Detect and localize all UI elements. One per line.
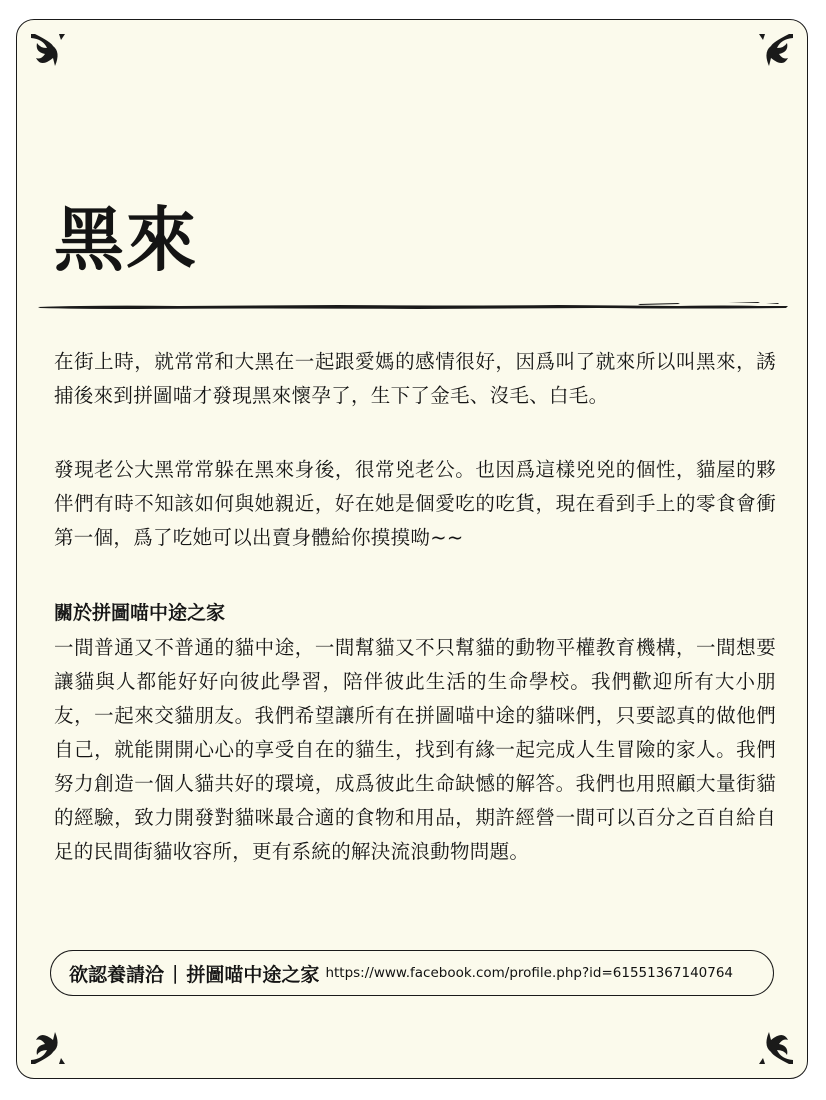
corner-ornament-icon [753,34,793,74]
contact-organization: 拼圖喵中途之家 [186,963,320,986]
corner-ornament-icon [31,34,71,74]
adoption-contact-pill [50,950,774,996]
brush-stroke-divider [38,300,788,314]
about-paragraph: 一間普通又不普通的貓中途，一間幫貓又不只幫貓的動物平權教育機構，一間想要讓貓與人都能好好向彼此學習，陪伴彼此生活的生命學校。我們歡迎所有大小朋友，一起來交貓朋友。我們希望讓所有在拼圖喵中途的貓咪們，只要認真的做他們自己，就能開開心心的享受自在的貓生，找到有緣一起完成人生冒險的家人。我們努力創造一個人貓共好的環境，成爲彼此生命缺憾的解答。我們也用照顧大量街貓的經驗，致力開發對貓咪最合適的食物和用品，期許經營一間可以百分之百自給自足的民間街貓收容所，更有系統的解決流浪動物問題。 [54,636,776,863]
about-heading: 關於拼圖喵中途之家 [54,602,226,624]
cat-name-title: 黑來 [54,199,198,281]
corner-ornament-icon [31,1024,71,1064]
corner-ornament-icon [753,1024,793,1064]
contact-label: 欲認養請洽 [69,963,165,986]
contact-separator: | [172,962,179,984]
contact-url-link[interactable]: https://www.facebook.com/profile.php?id=61551367140764 [325,965,734,981]
story-paragraph-2: 發現老公大黑常常躲在黑來身後，很常兇老公。也因爲這樣兇兇的個性，貓屋的夥伴們有時不知該如何與她親近，好在她是個愛吃的吃貨，現在看到手上的零食會衝第一個，爲了吃她可以出賣身體給你摸摸呦~~ [54,458,776,549]
story-paragraph-1: 在街上時，就常常和大黑在一起跟愛媽的感情很好，因爲叫了就來所以叫黑來，誘捕後來到拼圖喵才發現黑來懷孕了，生下了金毛、沒毛、白毛。 [54,350,776,407]
